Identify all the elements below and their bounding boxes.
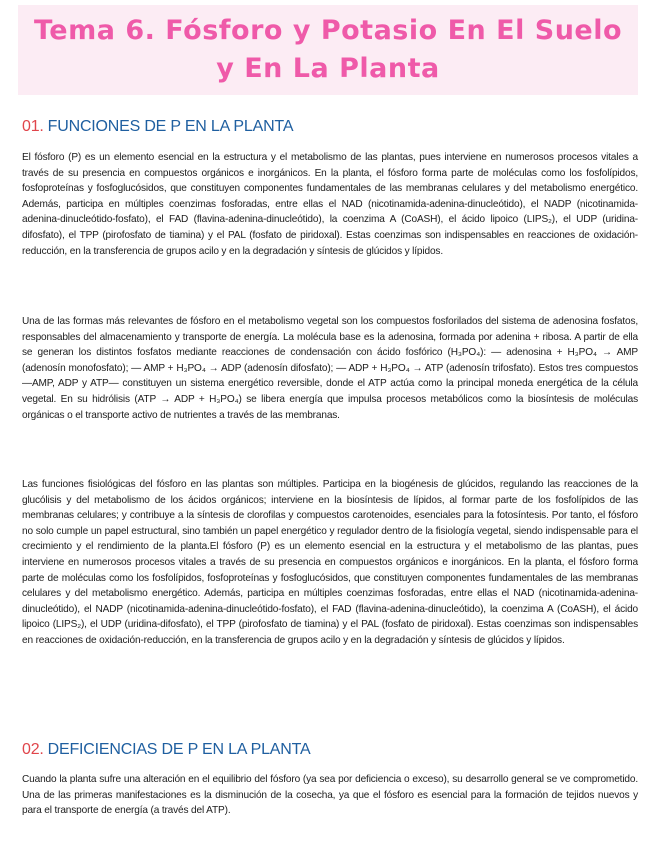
section-2-number: 02. — [22, 741, 44, 758]
section-1-title: FUNCIONES DE P EN LA PLANTA — [47, 118, 294, 135]
section-1-paragraph-3: Las funciones fisiológicas del fósforo en las plantas son múltiples. Participa en la biogénesis de glúcidos, regulando las reacciones de la glucólisis y del metabolismo de los ácidos orgánicos; interviene en la biosíntesis de lípidos, al formar parte de los fosfolípidos de las membranas celulares; y contribuye a la síntesis de clorofilas y compuestos carotenoides, esenciales para la fotosíntesis. Por tanto, el fósforo no solo cumple un papel estructural, sino también un papel energético y regulador dentro de la fisiología vegetal, siendo indispensable para el crecimiento y el rendimiento de la planta.El fósforo (P) es un elemento esencial en la estructura y el metabolismo de las plantas, pues interviene en numerosos procesos vitales a través de su presencia en compuestos orgánicos e inorgánicos. En la planta, el fósforo forma parte de moléculas como los fosfolípidos, fosfoproteínas y fosfoglucósidos, que constituyen componentes fundamentales de las membranas celulares y del metabolismo energético. Además, participa en múltiples coenzimas fosforadas, entre ellas el NAD (nicotinamida-adenina-dinucleótido), el NADP (nicotinamida-adenina-dinucleótido-fosfato), el FAD (flavina-adenina-dinucleótido), la coenzima A (CoASH), el ácido lipoico (LIPS₂), el UDP (uridina-difosfato), el TPP (pirofosfato de tiamina) y el PAL (fosfato de piridoxal). Estas coenzimas son indispensables en reacciones de oxidación-reducción, en la transferencia de grupos acilo y en la degradación y síntesis de glúcidos y lípidos. — [22, 479, 638, 646]
section-2-paragraph-1: Cuando la planta sufre una alteración en el equilibrio del fósforo (ya sea por deficiencia o exceso), su desarrollo general se ve comprometido. Una de las primeras manifestaciones es la disminución de la cosecha, ya que el fósforo es esencial para la formación de tejidos nuevos y para el transporte de energía (a través del ATP). — [22, 774, 638, 817]
title-line-1: Tema 6. Fósforo y Potasio En El Suelo — [33, 15, 623, 46]
section-2-title: DEFICIENCIAS DE P EN LA PLANTA — [47, 741, 311, 758]
section-1-paragraph-1: El fósforo (P) es un elemento esencial en la estructura y el metabolismo de las plantas, pues interviene en numerosos procesos vitales a través de su presencia en compuestos orgánicos e inorgánicos. En la planta, el fósforo forma parte de moléculas como los fosfolípidos, fosfoproteínas y fosfoglucósidos, que constituyen componentes fundamentales de las membranas celulares y del metabolismo energético. Además, participa en múltiples coenzimas fosforadas, entre ellas el NAD (nicotinamida-adenina-dinucleótido), el NADP (nicotinamida-adenina-dinucleótido-fosfato), el FAD (flavina-adenina-dinucleótido), la coenzima A (CoASH), el ácido lipoico (LIPS₂), el UDP (uridina-difosfato), el TPP (pirofosfato de tiamina) y el PAL (fosfato de piridoxal). Estas coenzimas son indispensables en reacciones de oxidación-reducción, en la transferencia de grupos acilo y en la degradación y síntesis de glúcidos y lípidos. — [22, 152, 638, 257]
title-banner — [18, 5, 638, 95]
section-1-paragraph-2: Una de las formas más relevantes de fósforo en el metabolismo vegetal son los compuestos fosforilados del sistema de adenosina fosfatos, responsables del almacenamiento y transporte de energía. La molécula base es la adenosina, formada por adenina + ribosa. A partir de ella se generan los distintos fosfatos mediante reacciones de condensación con ácido fosfórico (H₃PO₄): — adenosina + H₃PO₄ → AMP (adenosín monofosfato); — AMP + H₃PO₄ → ADP (adenosín difosfato); — ADP + H₃PO₄ → ATP (adenosín trifosfato). Estos tres compuestos —AMP, ADP y ATP— constituyen un sistema energético reversible, donde el ATP actúa como la principal moneda energética de la célula vegetal. En su hidrólisis (ATP → ADP + H₃PO₄) se libera energía que impulsa procesos metabólicos como la biosíntesis de moléculas orgánicas o el transporte activo de nutrientes a través de las membranas. — [22, 316, 638, 421]
title-line-2: y En La Planta — [216, 53, 440, 84]
section-1-heading — [22, 118, 293, 136]
section-1-number: 01. — [22, 118, 44, 135]
section-2-heading — [22, 741, 310, 759]
